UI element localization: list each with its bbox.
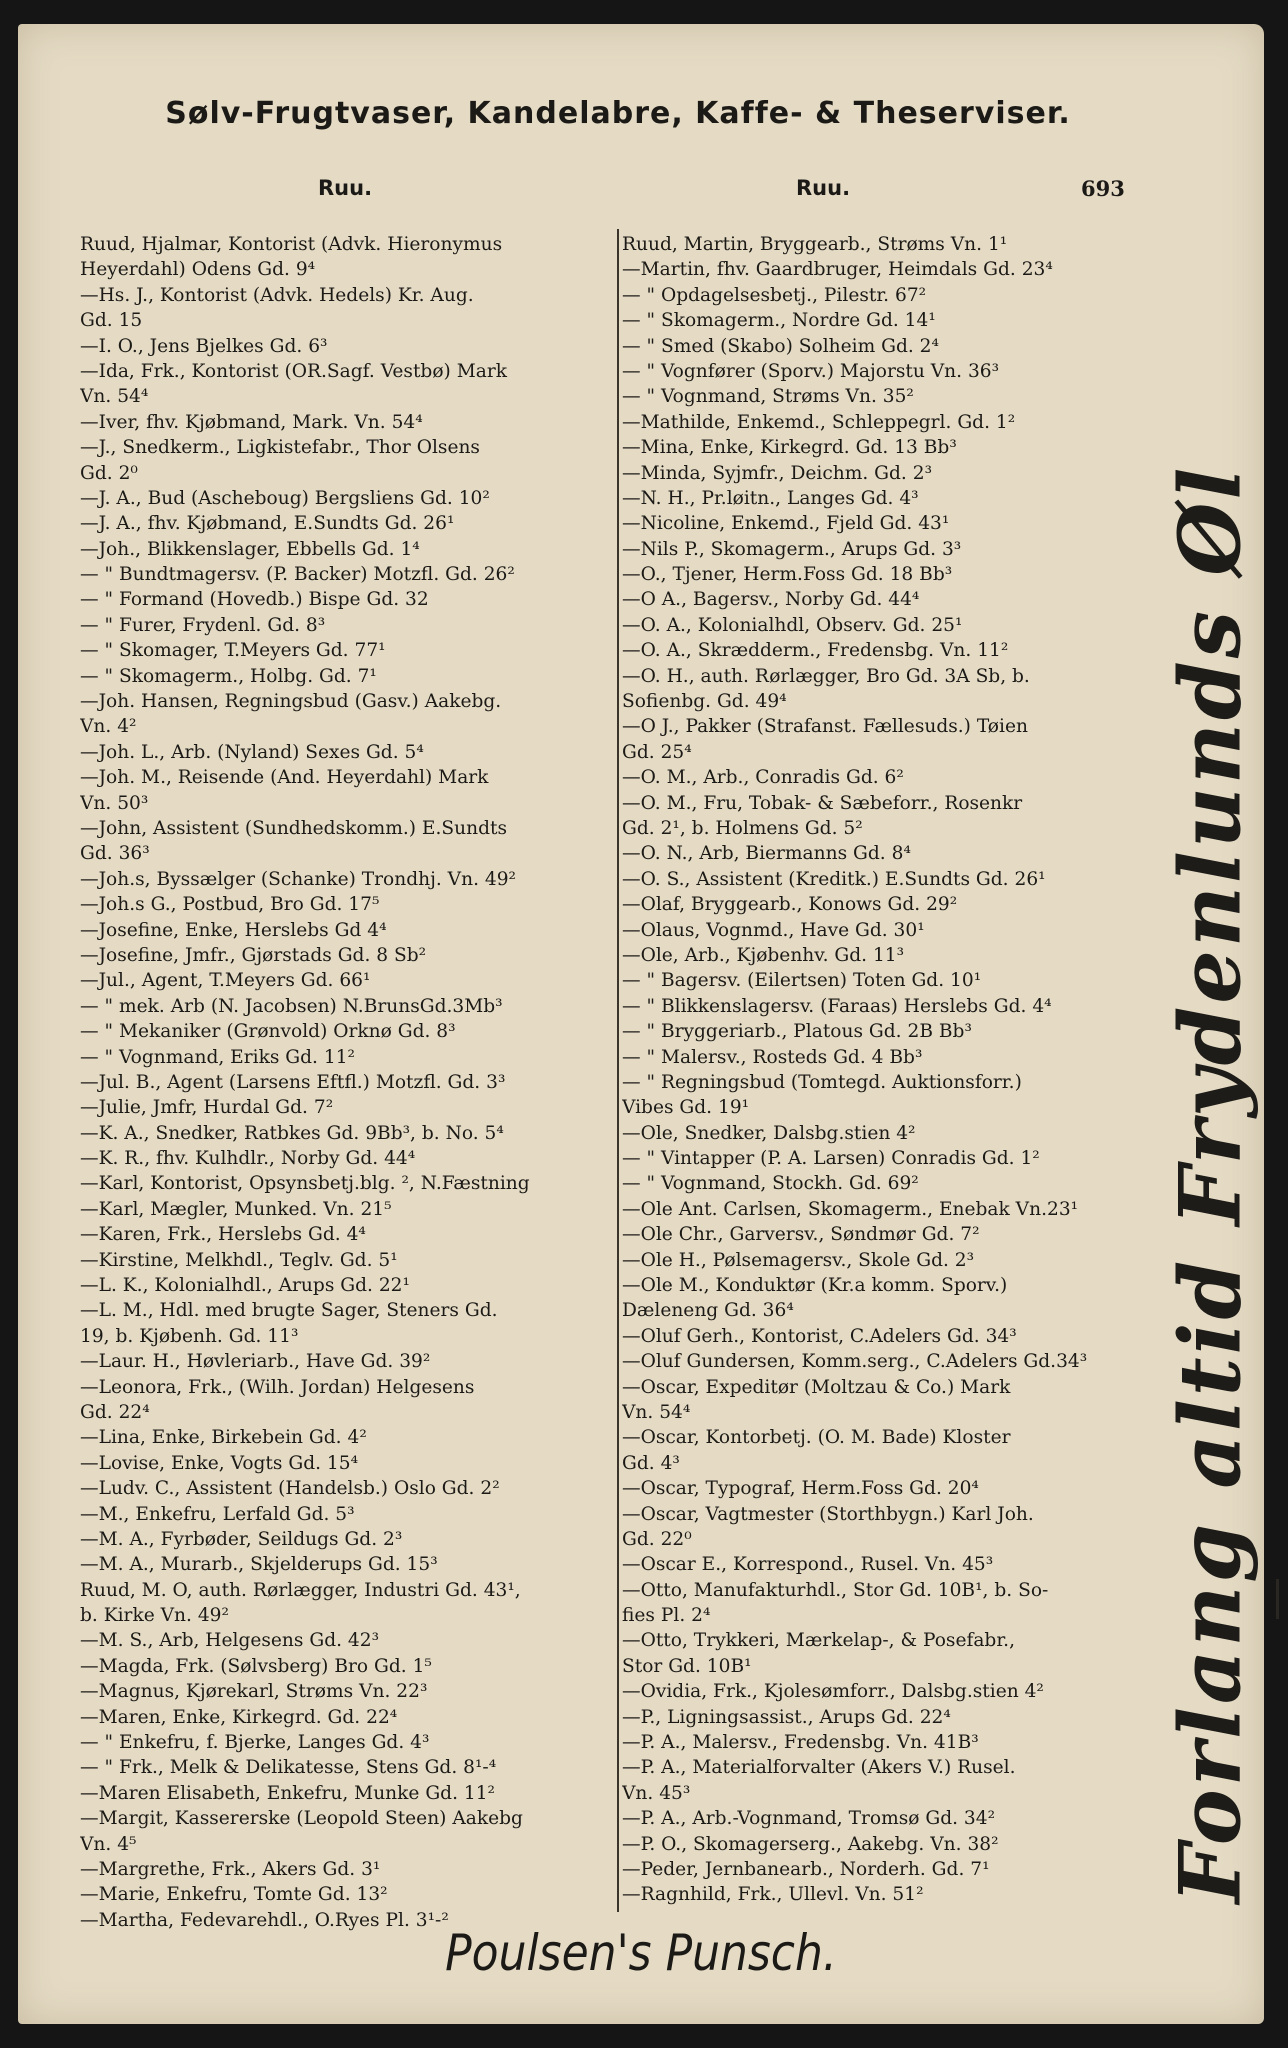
- directory-entry-line: —Ole Ant. Carlsen, Skomagerm., Enebak Vn.23¹: [622, 1198, 1079, 1220]
- directory-entry-line: —Kirstine, Melkhdl., Teglv. Gd. 5¹: [80, 1249, 398, 1271]
- directory-entry-line: — " Vognmand, Stockh. Gd. 69²: [622, 1173, 919, 1195]
- directory-entry-line: —Oscar, Kontorbetj. (O. M. Bade) Kloster: [622, 1427, 1011, 1449]
- directory-entry-line: —O. N., Arb, Biermanns Gd. 8⁴: [622, 843, 911, 865]
- directory-entry-line: —Ole M., Konduktør (Kr.a komm. Sporv.): [622, 1275, 1008, 1297]
- directory-entry-line: —Joh. L., Arb. (Nyland) Sexes Gd. 5⁴: [80, 741, 424, 763]
- directory-entry-line: —N. H., Pr.løitn., Langes Gd. 4³: [622, 487, 919, 509]
- directory-entry-line: Gd. 15: [80, 310, 143, 332]
- directory-entry-line: —Marie, Enkefru, Tomte Gd. 13²: [80, 1884, 388, 1906]
- directory-entry-line: —Oscar, Expeditør (Moltzau & Co.) Mark: [622, 1376, 1011, 1398]
- directory-entry-line: —P., Ligningsassist., Arups Gd. 22⁴: [622, 1706, 951, 1728]
- directory-entry-line: —Nils P., Skomagerm., Arups Gd. 3³: [622, 538, 962, 560]
- directory-entry-line: —O A., Bagersv., Norby Gd. 44⁴: [622, 589, 920, 611]
- directory-entry-line: —Oscar, Typograf, Herm.Foss Gd. 20⁴: [622, 1478, 979, 1500]
- directory-entry-line: —P. A., Materialforvalter (Akers V.) Rusel.: [622, 1757, 1016, 1779]
- directory-entry-line: Gd. 2¹, b. Holmens Gd. 5²: [622, 817, 863, 839]
- directory-entry-line: — " Vognfører (Sporv.) Majorstu Vn. 36³: [622, 360, 1000, 382]
- directory-entry-line: —I. O., Jens Bjelkes Gd. 6³: [80, 335, 328, 357]
- directory-entry-line: — " Frk., Melk & Delikatesse, Stens Gd. 8¹-⁴: [80, 1757, 497, 1779]
- directory-entry-line: —Ole, Snedker, Dalsbg.stien 4²: [622, 1122, 916, 1144]
- directory-entry-line: —Iver, fhv. Kjøbmand, Mark. Vn. 54⁴: [80, 411, 423, 433]
- directory-entry-line: —Julie, Jmfr, Hurdal Gd. 7²: [80, 1097, 334, 1119]
- column-divider: [617, 229, 619, 1912]
- directory-entry-line: — " Mekaniker (Grønvold) Orknø Gd. 8³: [80, 1021, 456, 1043]
- directory-entry-line: —Minda, Syjmfr., Deichm. Gd. 2³: [622, 462, 933, 484]
- directory-entry-line: —Hs. J., Kontorist (Advk. Hedels) Kr. Aug.: [80, 284, 474, 306]
- directory-entry-line: —Karen, Frk., Herslebs Gd. 4⁴: [80, 1224, 366, 1246]
- directory-entry-line: — " Formand (Hovedb.) Bispe Gd. 32: [80, 589, 429, 611]
- right-directory-column: [622, 232, 1152, 1908]
- directory-entry-line: —Joh.s G., Postbud, Bro Gd. 17⁵: [80, 894, 380, 916]
- directory-entry-line: —Oscar, Vagtmester (Storthbygn.) Karl Joh.: [622, 1503, 1034, 1525]
- directory-page: [18, 24, 1264, 2024]
- directory-entry-line: —J., Snedkerm., Ligkistefabr., Thor Olsens: [80, 437, 480, 459]
- directory-entry-line: —M. S., Arb, Helgesens Gd. 42³: [80, 1630, 380, 1652]
- page-number: 693: [1081, 176, 1125, 201]
- directory-entry-line: Vn. 4⁵: [80, 1833, 137, 1855]
- directory-entry-line: —Maren, Enke, Kirkegrd. Gd. 22⁴: [80, 1706, 398, 1728]
- directory-entry-line: — " Smed (Skabo) Solheim Gd. 2⁴: [622, 335, 939, 357]
- directory-entry-line: — " Skomagerm., Nordre Gd. 14¹: [622, 310, 936, 332]
- directory-entry-line: —Oluf Gundersen, Komm.serg., C.Adelers Gd.34³: [622, 1351, 1088, 1373]
- directory-entry-line: —John, Assistent (Sundhedskomm.) E.Sundts: [80, 817, 508, 839]
- directory-entry-line: Sofienbg. Gd. 49⁴: [622, 691, 787, 713]
- directory-entry-line: —Joh. Hansen, Regningsbud (Gasv.) Aakebg.: [80, 691, 502, 713]
- directory-entry-line: — " Malersv., Rosteds Gd. 4 Bb³: [622, 1046, 923, 1068]
- bottom-advertisement: Poulsen's Punsch.: [445, 1924, 837, 1982]
- directory-entry-line: Ruud, Martin, Bryggearb., Strøms Vn. 1¹: [622, 234, 1008, 255]
- directory-entry-line: —L. M., Hdl. med brugte Sager, Steners Gd.: [80, 1300, 498, 1322]
- directory-entry-line: —M., Enkefru, Lerfald Gd. 5³: [80, 1503, 355, 1525]
- directory-entry-line: —Josefine, Enke, Herslebs Gd 4⁴: [80, 919, 387, 941]
- directory-entry-line: —Josefine, Jmfr., Gjørstads Gd. 8 Sb²: [80, 944, 427, 966]
- directory-entry-line: b. Kirke Vn. 49²: [80, 1605, 229, 1627]
- directory-entry-line: —Lina, Enke, Birkebein Gd. 4²: [80, 1427, 367, 1449]
- directory-entry-line: — " Skomagerm., Holbg. Gd. 7¹: [80, 665, 377, 687]
- directory-entry-line: —Karl, Kontorist, Opsynsbetj.blg. ², N.Fæstning: [80, 1173, 530, 1195]
- directory-entry-line: —P. A., Malersv., Fredensbg. Vn. 41B³: [622, 1732, 979, 1754]
- directory-entry-line: —Ole H., Pølsemagersv., Skole Gd. 2³: [622, 1249, 975, 1271]
- directory-entry-line: —Ida, Frk., Kontorist (OR.Sagf. Vestbø) Mark: [80, 360, 507, 382]
- directory-entry-line: —Magnus, Kjørekarl, Strøms Vn. 22³: [80, 1681, 428, 1703]
- directory-entry-line: — " Bagersv. (Eilertsen) Toten Gd. 10¹: [622, 970, 982, 992]
- directory-entry-line: —Otto, Trykkeri, Mærkelap-, & Posefabr.,: [622, 1630, 1015, 1652]
- directory-entry-line: —Nicoline, Enkemd., Fjeld Gd. 43¹: [622, 513, 950, 535]
- directory-entry-line: Gd. 4³: [622, 1452, 680, 1474]
- directory-entry-line: —O. S., Assistent (Kreditk.) E.Sundts Gd. 26¹: [622, 868, 1046, 890]
- directory-entry-line: Gd. 36³: [80, 843, 150, 865]
- directory-entry-line: —Ragnhild, Frk., Ullevl. Vn. 51²: [622, 1884, 924, 1906]
- directory-entry-line: — " Opdagelsesbetj., Pilestr. 67²: [622, 284, 927, 306]
- directory-entry-line: Vn. 54⁴: [622, 1401, 691, 1423]
- directory-entry-line: —Olaus, Vognmd., Have Gd. 30¹: [622, 919, 925, 941]
- directory-entry-line: —O. A., Kolonialhdl, Observ. Gd. 25¹: [622, 614, 963, 636]
- directory-entry-line: 19, b. Kjøbenh. Gd. 11³: [80, 1325, 299, 1347]
- directory-entry-line: —O. M., Fru, Tobak- & Sæbeforr., Rosenkr: [622, 792, 1023, 814]
- right-column-header: Ruu.: [796, 176, 851, 200]
- directory-entry-line: —M. A., Fyrbøder, Seildugs Gd. 2³: [80, 1528, 403, 1550]
- directory-entry-line: —Peder, Jernbanearb., Norderh. Gd. 7¹: [622, 1859, 990, 1880]
- directory-entry-line: —O. M., Arb., Conradis Gd. 6²: [622, 767, 904, 789]
- directory-entry-line: — " Blikkenslagersv. (Faraas) Herslebs Gd. 4⁴: [622, 995, 1052, 1017]
- side-advertisement: Forlang altid Frydenlunds Øl: [1160, 464, 1260, 1904]
- directory-entry-line: —Oscar E., Korrespond., Rusel. Vn. 45³: [622, 1554, 994, 1576]
- directory-entry-line: — " Skomager, T.Meyers Gd. 77¹: [80, 640, 386, 662]
- directory-entry-line: Vn. 45³: [622, 1782, 691, 1804]
- directory-entry-line: Vn. 54⁴: [80, 386, 149, 408]
- directory-entry-line: Stor Gd. 10B¹: [622, 1655, 752, 1677]
- directory-entry-line: — " Furer, Frydenl. Gd. 8³: [80, 614, 326, 636]
- directory-entry-line: Gd. 22⁴: [80, 1401, 150, 1423]
- directory-entry-line: —Martha, Fedevarehdl., O.Ryes Pl. 3¹-²: [80, 1909, 449, 1931]
- directory-entry-line: —J. A., Bud (Ascheboug) Bergsliens Gd. 10²: [80, 487, 490, 509]
- margin-mark: [1276, 1579, 1279, 1619]
- directory-entry-line: —K. R., fhv. Kulhdlr., Norby Gd. 44⁴: [80, 1148, 416, 1170]
- directory-entry-line: —Joh.s, Byssælger (Schanke) Trondhj. Vn. 49²: [80, 868, 517, 890]
- directory-entry-line: —P. A., Arb.-Vognmand, Tromsø Gd. 34²: [622, 1808, 996, 1830]
- directory-entry-line: —Ovidia, Frk., Kjolesømforr., Dalsbg.stien 4²: [622, 1681, 1044, 1703]
- directory-entry-line: —Mina, Enke, Kirkegrd. Gd. 13 Bb³: [622, 437, 957, 459]
- directory-entry-line: —Jul. B., Agent (Larsens Eftfl.) Motzfl. Gd. 3³: [80, 1071, 506, 1093]
- directory-entry-line: —Olaf, Bryggearb., Konows Gd. 29²: [622, 894, 958, 916]
- directory-entry-line: —Mathilde, Enkemd., Schleppegrl. Gd. 1²: [622, 411, 1016, 433]
- left-directory-column: [80, 232, 610, 1933]
- directory-entry-line: — " Bundtmagersv. (P. Backer) Motzfl. Gd. 26²: [80, 564, 515, 586]
- directory-entry-line: — " Enkefru, f. Bjerke, Langes Gd. 4³: [80, 1732, 430, 1754]
- directory-entry-line: —Margit, Kassererske (Leopold Steen) Aakebg: [80, 1808, 523, 1830]
- directory-entry-line: — " mek. Arb (N. Jacobsen) N.BrunsGd.3Mb³: [80, 995, 503, 1017]
- directory-entry-line: —Joh., Blikkenslager, Ebbells Gd. 1⁴: [80, 538, 420, 560]
- directory-entry-line: —Jul., Agent, T.Meyers Gd. 66¹: [80, 970, 371, 992]
- directory-entry-line: Heyerdahl) Odens Gd. 9⁴: [80, 259, 316, 281]
- directory-entry-line: —Ludv. C., Assistent (Handelsb.) Oslo Gd. 2²: [80, 1478, 500, 1500]
- directory-entry-line: —M. A., Murarb., Skjelderups Gd. 15³: [80, 1554, 438, 1576]
- directory-entry-line: —L. K., Kolonialhdl., Arups Gd. 22¹: [80, 1275, 410, 1297]
- directory-entry-line: — " Vintapper (P. A. Larsen) Conradis Gd. 1²: [622, 1148, 1040, 1170]
- directory-entry-line: —O J., Pakker (Strafanst. Fællesuds.) Tøien: [622, 716, 1028, 738]
- directory-entry-line: —Margrethe, Frk., Akers Gd. 3¹: [80, 1859, 381, 1880]
- directory-entry-line: —Ole Chr., Garversv., Søndmør Gd. 7²: [622, 1224, 980, 1246]
- directory-entry-line: —Karl, Mægler, Munked. Vn. 21⁵: [80, 1198, 392, 1220]
- directory-entry-line: Gd. 22⁰: [622, 1528, 692, 1550]
- directory-entry-line: Ruud, Hjalmar, Kontorist (Advk. Hieronymus: [80, 234, 503, 255]
- directory-entry-line: —P. O., Skomagerserg., Aakebg. Vn. 38²: [622, 1833, 999, 1855]
- directory-entry-line: —Laur. H., Høvleriarb., Have Gd. 39²: [80, 1351, 431, 1373]
- top-advertisement-banner: Sølv-Frugtvaser, Kandelabre, Kaffe- & Theserviser.: [165, 96, 1071, 131]
- directory-entry-line: Vn. 50³: [80, 792, 149, 814]
- directory-entry-line: —Magda, Frk. (Sølvsberg) Bro Gd. 1⁵: [80, 1655, 432, 1677]
- directory-entry-line: Ruud, M. O, auth. Rørlægger, Industri Gd. 43¹,: [80, 1579, 521, 1601]
- directory-entry-line: —Oluf Gerh., Kontorist, C.Adelers Gd. 34³: [622, 1325, 1017, 1347]
- directory-entry-line: —Otto, Manufakturhdl., Stor Gd. 10B¹, b. So-: [622, 1579, 1049, 1601]
- directory-entry-line: —K. A., Snedker, Ratbkes Gd. 9Bb³, b. No. 5⁴: [80, 1122, 504, 1144]
- directory-entry-line: —Joh. M., Reisende (And. Heyerdahl) Mark: [80, 767, 489, 789]
- directory-entry-line: —Ole, Arb., Kjøbenhv. Gd. 11³: [622, 944, 905, 966]
- directory-entry-line: —O. A., Skrædderm., Fredensbg. Vn. 11²: [622, 640, 1009, 662]
- directory-entry-line: —Martin, fhv. Gaardbruger, Heimdals Gd. 23⁴: [622, 259, 1053, 281]
- directory-entry-line: —Maren Elisabeth, Enkefru, Munke Gd. 11²: [80, 1782, 496, 1804]
- directory-entry-line: —J. A., fhv. Kjøbmand, E.Sundts Gd. 26¹: [80, 513, 455, 535]
- directory-entry-line: Dæleneng Gd. 36⁴: [622, 1300, 794, 1322]
- directory-entry-line: Gd. 2⁰: [80, 462, 138, 484]
- directory-entry-line: — " Bryggeriarb., Platous Gd. 2B Bb³: [622, 1021, 972, 1043]
- directory-entry-line: fies Pl. 2⁴: [622, 1605, 711, 1627]
- directory-entry-line: —Leonora, Frk., (Wilh. Jordan) Helgesens: [80, 1376, 475, 1398]
- directory-entry-line: Vibes Gd. 19¹: [622, 1097, 750, 1119]
- left-column-header: Ruu.: [318, 176, 373, 200]
- directory-entry-line: —O. H., auth. Rørlægger, Bro Gd. 3A Sb, b.: [622, 665, 1030, 687]
- directory-entry-line: —Lovise, Enke, Vogts Gd. 15⁴: [80, 1452, 359, 1474]
- directory-entry-line: — " Vognmand, Eriks Gd. 11²: [80, 1046, 355, 1068]
- directory-entry-line: — " Regningsbud (Tomtegd. Auktionsforr.): [622, 1071, 1022, 1093]
- directory-entry-line: Vn. 4²: [80, 716, 137, 738]
- directory-entry-line: — " Vognmand, Strøms Vn. 35²: [622, 386, 914, 408]
- directory-entry-line: —O., Tjener, Herm.Foss Gd. 18 Bb³: [622, 564, 953, 586]
- directory-entry-line: Gd. 25⁴: [622, 741, 692, 763]
